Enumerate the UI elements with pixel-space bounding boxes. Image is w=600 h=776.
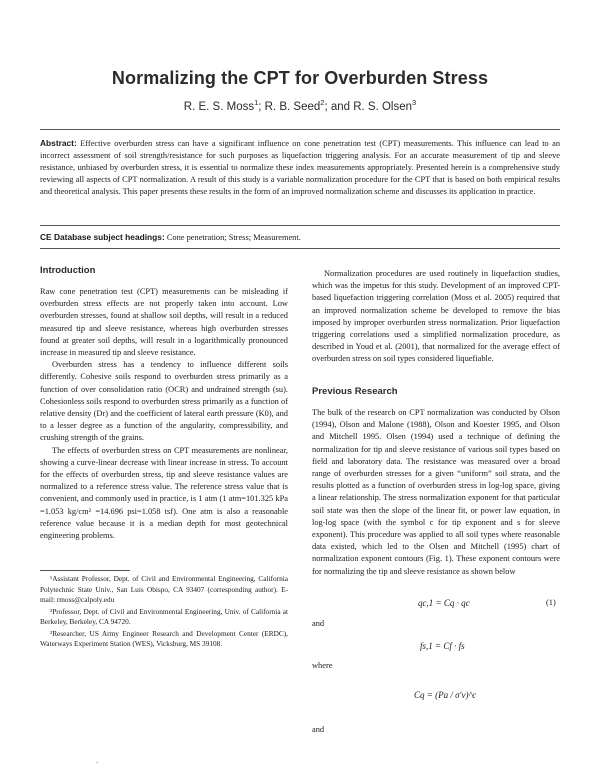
footnote-2: ²Professor, Dept. of Civil and Environmental Engineering, Univ. of California at Berkeley, Berkeley, CA 94720.	[40, 606, 288, 626]
abstract-bottom-rule	[40, 225, 560, 226]
paper-title: Normalizing the CPT for Overburden Stress	[111, 68, 489, 88]
previous-research-heading: Previous Research	[312, 386, 398, 397]
intro-paragraph-2: Overburden stress has a tendency to influence different soils differently. Cohesive soils respond to overburden stress primarily as a function of over consolidation ratio (OCR) and undrained strength (su). Cohesionless soils respond to overburden stress primarily as a function of relative density (Dr) and the coefficient of lateral earth pressure (K0), and to a lesser degree as a function of the angularity, compressibility, and crushing strength of the grains.	[40, 360, 288, 443]
introduction-heading: Introduction	[40, 265, 96, 276]
footnote-3: ³Researcher, US Army Engineer Research and Development Center (ERDC), Waterways Experiment Station (WES), Vicksburg, MS 39108.	[40, 628, 288, 648]
author-2: ; R. B. Seed	[258, 100, 321, 113]
abstract-top-rule	[40, 129, 560, 130]
abstract	[40, 137, 560, 198]
headings-rule	[40, 248, 560, 249]
right-column-body	[312, 407, 560, 578]
equation-1: qc,1 = Cq · qc	[418, 598, 470, 608]
footnote-1: ¹Assistant Professor, Dept. of Civil and Environmental Engineering, California Polytechnic State Univ., San Luis Obispo, CA 93407 (corresponding author). E-mail: rmoss@calpoly.edu	[40, 574, 288, 604]
author-2-mark: 2	[320, 98, 325, 107]
footnote-rule	[40, 570, 130, 571]
footer-dot: .	[96, 756, 98, 765]
subject-headings-label: CE Database subject headings:	[40, 232, 165, 242]
right-paragraph-2: The bulk of the research on CPT normalization was conducted by Olson (1994), Olson and Malone (1988), Olson and Koester 1995, and Olson and Mitchell 1995. Olsen (1994) used a technique of defining the normalization for tip and sleeve resistance of various soil types based on field and laboratory data. The resistance was measured over a broad range of overburden stresses for a given “uniform” soil strata, and the results plotted as a function of overburden stress in log-log space, giving a linear relationship. The stress normalization exponent for that particular soil state was then the slope of the linear fit, or power law equation, in log-log space (with the symbol c for tip exponent and s for sleeve exponent). This procedure was applied to all soil types where reasonable data existed, which led to the Olsen and Mitchell (1995) chart of normalization exponent contours (Fig. 1). These exponent contours were for normalizing the tip and sleeve resistance as shown below	[312, 408, 560, 576]
subject-headings-text: Cone penetration; Stress; Measurement.	[166, 233, 301, 242]
right-column-top	[312, 268, 560, 366]
abstract-label: Abstract:	[40, 138, 77, 148]
subject-headings	[40, 232, 560, 242]
and-2: and	[312, 725, 325, 734]
author-1-mark: 1	[254, 98, 259, 107]
equation-1-number: (1)	[546, 598, 556, 607]
footnotes	[40, 574, 288, 651]
author-3-mark: 3	[412, 98, 417, 107]
author-3: ; and R. S. Olsen	[324, 100, 413, 113]
where-label: where	[312, 661, 333, 670]
and-1: and	[312, 619, 325, 628]
right-paragraph-1: Normalization procedures are used routinely in liquefaction studies, which was the impetus for this study. Development of an improved CPT-based liquefaction triggering correlation (Moss et al. 2005) required that an improved normalization scheme be developed to remove the bias imposed by improper overburden stress normalization. Prior liquefaction triggering correlations used a simplified normalization procedure, as described in Youd et al. (2001), that normalized for the average effect of overburden stress on soil types considered liquefiable.	[312, 269, 560, 364]
equation-3: Cq = (Pa / σ′v)^c	[414, 690, 477, 700]
left-column	[40, 286, 288, 542]
intro-paragraph-3: The effects of overburden stress on CPT measurements are nonlinear, showing a curve-linear decrease with linear increase in stress. To account for the effects of overburden stress, tip and sleeve resistance values are normalized to a reference stress value. The reference stress value that is convenient, and commonly used in practice, is 1 atm (1 atm=101.325 kPa =1.053 kg/cm² =14.696 psi=1.058 tsf). One atm is also a reasonable reference value because it is a median depth for most geotechnical engineering problems.	[40, 445, 288, 541]
intro-paragraph-1: Raw cone penetration test (CPT) measurements can be misleading if overburden stress effects are not properly taken into account. Low overburden stresses, found at shallow soil depths, will result in a reduced measured tip and sleeve resistance, whereas high overburden stresses found at greater soil depths, will result in a logarithmically pronounced increase in measured tip and sleeve resistance.	[40, 287, 288, 358]
abstract-text: Effective overburden stress can have a significant influence on cone penetration test (CPT) measurements. This influence can lead to an incorrect assessment of soil strength/resistance for such purposes as liquefaction triggering analysis. For an accurate measurement of tip and sleeve resistance, unbiased by overburden stress, it is essential to normalize these index measurements appropriately. Presented herein is a comprehensive study reviewing all aspects of CPT normalization. A result of this study is a variable normalization procedure for the CPT that is based on both empirical results and theoretical analysis. This paper presents these results in the form of an improved normalization scheme and discusses its application in practice.	[40, 139, 561, 197]
author-1: R. E. S. Moss	[183, 100, 255, 113]
equation-2: fs,1 = Cf · fs	[420, 641, 465, 651]
author-list	[0, 98, 600, 113]
